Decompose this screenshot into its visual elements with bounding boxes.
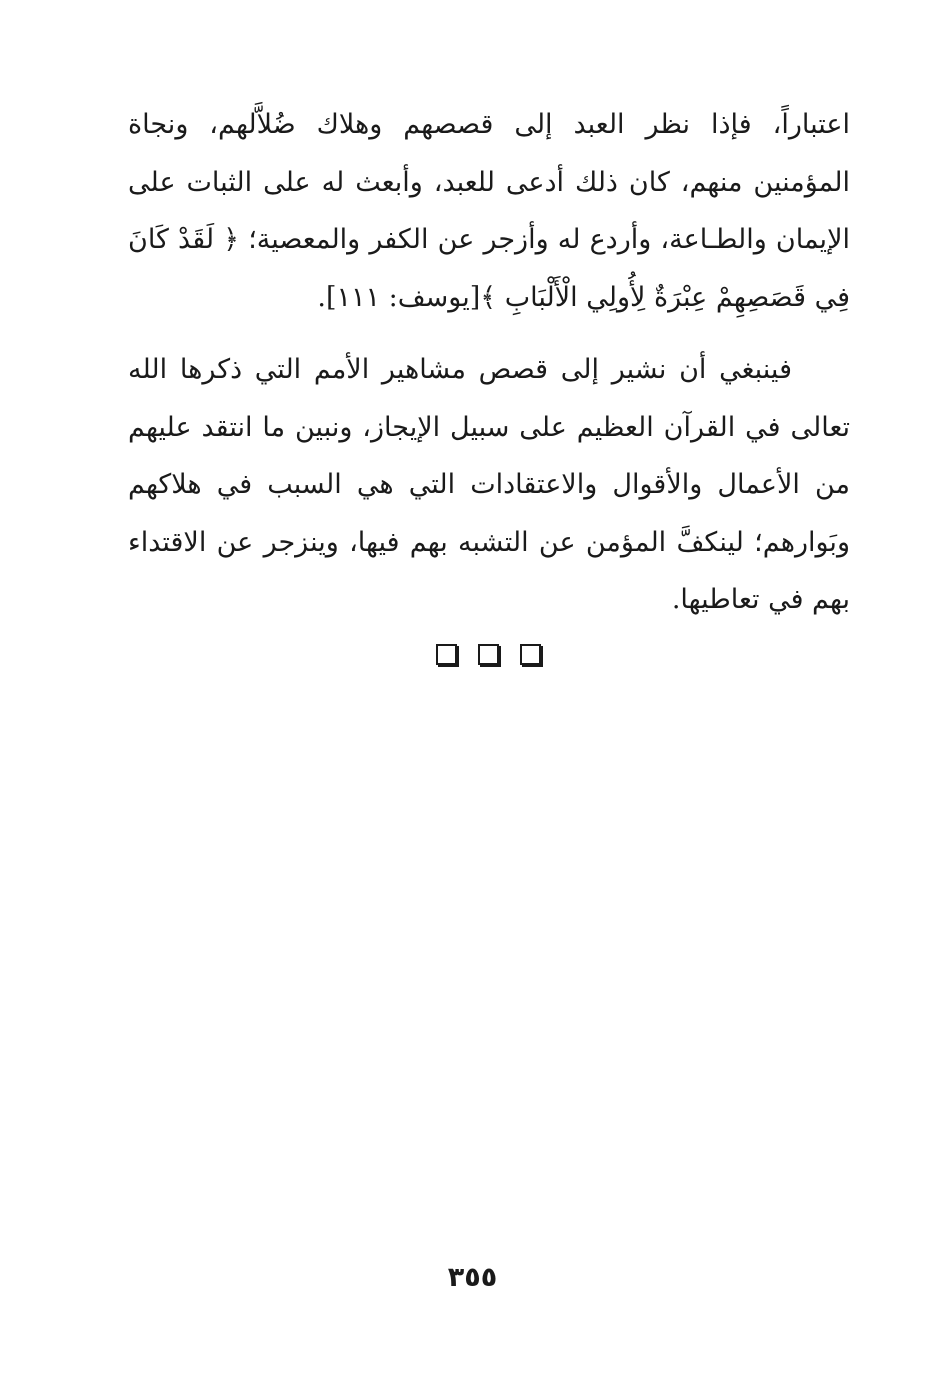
- quote-open-bracket: ﴿: [223, 224, 240, 255]
- quran-verse: لَقَدْ كَانَ فِي قَصَصِهِمْ عِبْرَةٌ لِأُولِي الْأَلْبَابِ: [128, 224, 850, 313]
- body-text: [128, 96, 850, 629]
- paragraph-2: [128, 341, 850, 629]
- paragraph-1: [128, 96, 850, 326]
- page-number: ٣٥٥: [447, 1262, 498, 1293]
- box-icon: [436, 644, 457, 665]
- paragraph-1-text: اعتباراً، فإذا نظر العبد إلى قصصهم وهلاك ضُلاَّلهم، ونجاة المؤمنين منهم، كان ذلك أدعى للعبد، وأبعث له على الثبات على الإيمان والطـاعة، وأردع له وأزجر عن الكفر والمعصية؛: [128, 109, 850, 255]
- box-icon: [478, 644, 499, 665]
- quote-close-bracket: ﴾: [480, 281, 497, 313]
- verse-citation: [يوسف: ١١١].: [317, 281, 481, 313]
- section-divider-ornament: [436, 644, 541, 665]
- box-icon: [520, 644, 541, 665]
- paragraph-2-text: فينبغي أن نشير إلى قصص مشاهير الأمم التي ذكرها الله تعالى في القرآن العظيم على سبيل الإيجاز، ونبين ما انتقد عليهم من الأعمال والأقوال والاعتقادات التي هي السبب في هلاكهم وبَوارهم؛ لينكفَّ المؤمن عن التشبه بهم فيها، وينزجر عن الاقتداء بهم في تعاطيها.: [128, 354, 850, 615]
